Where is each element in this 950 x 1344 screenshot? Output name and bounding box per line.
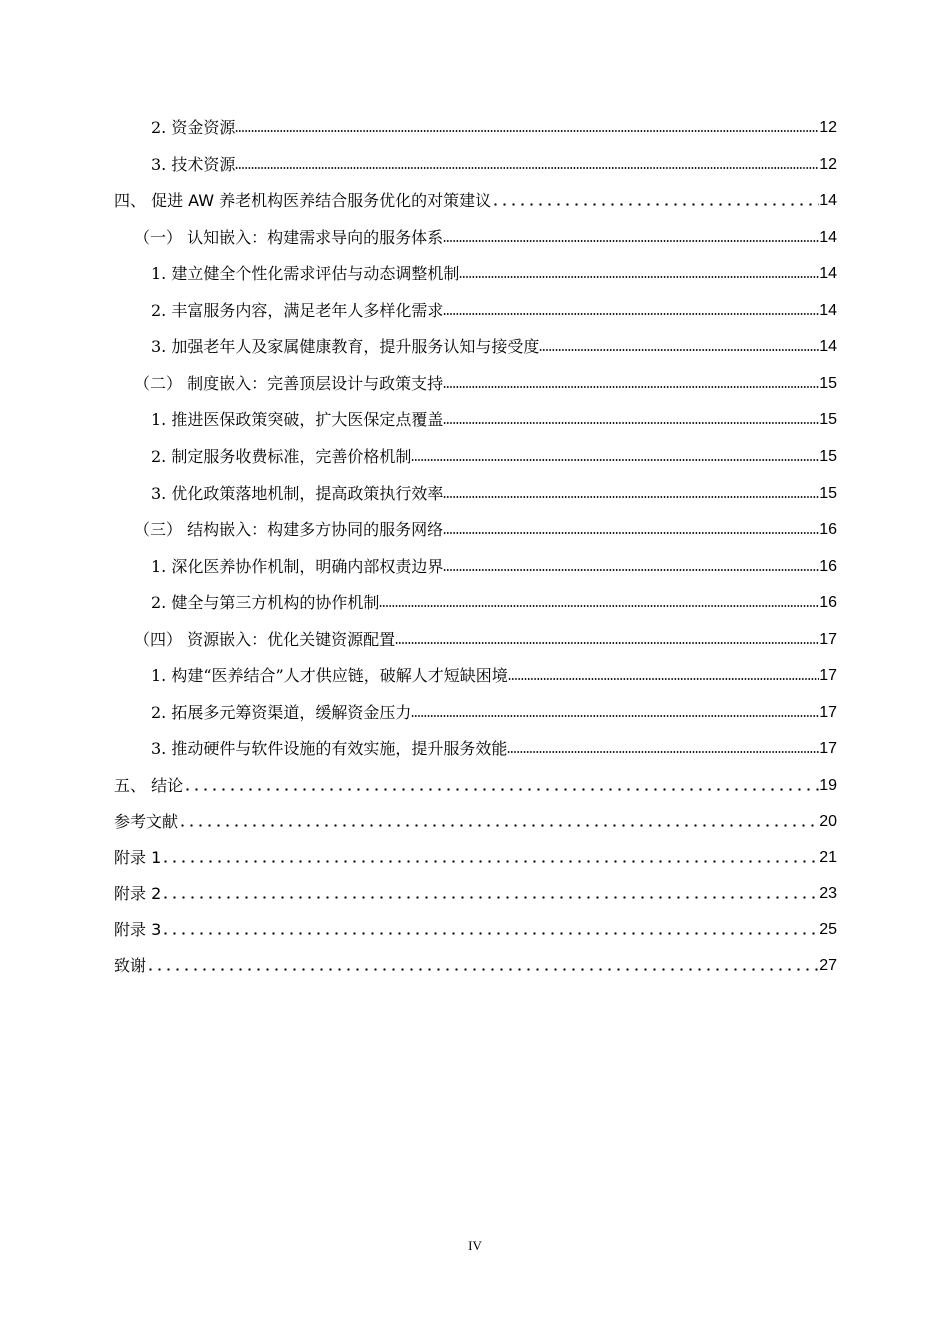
toc-leader-dots [491,195,819,207]
toc-entry[interactable] [151,151,837,175]
toc-entry-chapter[interactable] [114,844,837,868]
toc-entry-title: 2. 制定服务收费标准，完善价格机制 [151,447,412,466]
toc-entry-page: 14 [819,229,837,246]
toc-entry-title: 1. 建立健全个性化需求评估与动态调整机制 [151,264,460,283]
toc-leader-dots [443,524,819,536]
toc-entry-chapter[interactable] [114,916,837,940]
toc-entry-page: 19 [819,777,837,794]
toc-leader-dots [443,561,819,573]
toc-leader-dots [178,816,819,828]
toc-entry-page: 14 [819,302,837,319]
toc-entry-chapter[interactable] [114,808,837,832]
toc-leader-dots [411,451,819,463]
toc-leader-dots [443,378,819,390]
toc-entry-page: 17 [819,740,837,757]
toc-leader-dots [443,305,819,317]
toc-entry[interactable] [151,735,837,759]
toc-entry-page: 14 [819,192,837,209]
toc-entry-title: 2. 丰富服务内容，满足老年人多样化需求 [151,301,444,320]
toc-entry-title: （一） 认知嵌入：构建需求导向的服务体系 [134,228,444,247]
toc-leader-dots [161,924,819,936]
toc-leader-dots [235,122,819,134]
toc-entry-title: 2. 拓展多元筹资渠道，缓解资金压力 [151,703,412,722]
toc-entry-title: 2. 健全与第三方机构的协作机制 [151,593,380,612]
toc-entry[interactable] [151,333,837,357]
toc-entry-title: 1. 深化医养协作机制，明确内部权责边界 [151,557,444,576]
toc-entry-page: 21 [819,849,837,866]
toc-entry-title: 3. 加强老年人及家属健康教育，提升服务认知与接受度 [151,337,540,356]
toc-entry-chapter[interactable] [114,772,837,796]
toc-entry-title: （三） 结构嵌入：构建多方协同的服务网络 [134,520,444,539]
toc-leader-dots [395,634,819,646]
toc-entry-chapter[interactable] [114,880,837,904]
toc-entry-page: 27 [819,957,837,974]
toc-entry-title: 四、 促进 AW 养老机构医养结合服务优化的对策建议 [114,191,492,210]
toc-entry-page: 16 [819,558,837,575]
toc-entry[interactable] [151,662,837,686]
toc-entry-title: 五、 结论 [114,776,184,795]
toc-entry-chapter[interactable] [114,952,837,976]
toc-leader-dots [508,670,819,682]
toc-entry-title: 附录 1 [114,848,162,867]
toc-entry-title: 1. 推进医保政策突破，扩大医保定点覆盖 [151,410,444,429]
toc-entry-section[interactable] [134,370,837,394]
toc-entry-page: 17 [819,631,837,648]
toc-leader-dots [161,888,819,900]
toc-leader-dots [507,743,819,755]
toc-entry-section[interactable] [134,224,837,248]
toc-entry-page: 15 [819,375,837,392]
toc-entry-page: 23 [819,885,837,902]
toc-leader-dots [539,341,819,353]
toc-entry-title: 3. 技术资源 [151,155,236,174]
toc-leader-dots [459,268,819,280]
page-number-footer: IV [468,1238,482,1253]
toc-entry-title: 附录 2 [114,884,162,903]
toc-entry-title: （二） 制度嵌入：完善顶层设计与政策支持 [134,374,444,393]
toc-leader-dots [443,232,819,244]
toc-entry-title: （四） 资源嵌入：优化关键资源配置 [134,630,396,649]
toc-entry[interactable] [151,443,837,467]
toc-entry-page: 16 [819,594,837,611]
toc-leader-dots [235,159,819,171]
toc-entry-page: 12 [819,156,837,173]
toc-leader-dots [443,414,819,426]
toc-leader-dots [146,960,819,972]
toc-entry-title: 3. 推动硬件与软件设施的有效实施，提升服务效能 [151,739,508,758]
toc-entry[interactable] [151,297,837,321]
toc-entry-title: 2. 资金资源 [151,118,236,137]
toc-entry-title: 3. 优化政策落地机制，提高政策执行效率 [151,484,444,503]
toc-entry[interactable] [151,480,837,504]
toc-entry-chapter[interactable] [114,187,837,211]
toc-entry-page: 25 [819,921,837,938]
toc-leader-dots [411,707,819,719]
toc-entry-page: 20 [819,813,837,830]
toc-entry-page: 16 [819,521,837,538]
toc-leader-dots [443,488,819,500]
toc-entry-title: 附录 3 [114,920,162,939]
toc-entry-page: 15 [819,411,837,428]
toc-entry-page: 14 [819,265,837,282]
toc-entry[interactable] [151,553,837,577]
toc-leader-dots [183,780,819,792]
toc-entry-page: 15 [819,485,837,502]
toc-entry-page: 17 [819,704,837,721]
toc-entry-page: 17 [819,667,837,684]
toc-entry-page: 15 [819,448,837,465]
toc-entry-section[interactable] [134,516,837,540]
toc-entry-title: 参考文献 [114,812,179,831]
toc-entry[interactable] [151,114,837,138]
toc-entry[interactable] [151,589,837,613]
toc-leader-dots [161,852,819,864]
toc-leader-dots [379,597,819,609]
toc-entry-title: 1. 构建“医养结合”人才供应链，破解人才短缺困境 [151,666,508,685]
toc-entry[interactable] [151,406,837,430]
toc-entry-section[interactable] [134,626,837,650]
toc-entry-page: 12 [819,119,837,136]
toc-entry[interactable] [151,699,837,723]
toc-entry-title: 致谢 [114,956,147,975]
toc-entry[interactable] [151,260,837,284]
toc-entry-page: 14 [819,338,837,355]
